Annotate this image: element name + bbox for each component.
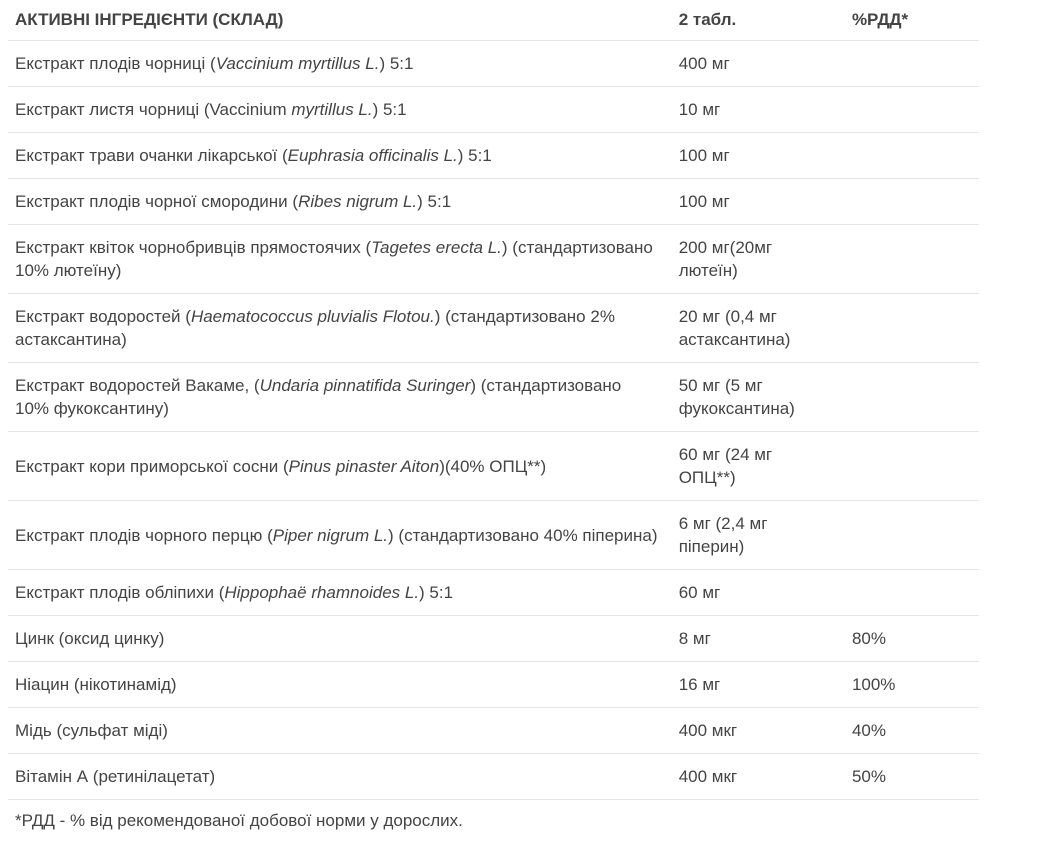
header-dose: 2 табл. — [672, 0, 845, 41]
ingredient-name — [8, 708, 672, 754]
name-text: Екстракт плодів обліпихи ( — [15, 583, 225, 602]
ingredient-name — [8, 616, 672, 662]
name-text: Вітамін А (ретинілацетат) — [15, 767, 216, 786]
ingredient-dose: 100 мг — [672, 179, 845, 225]
name-text: ) (стандартизовано 2% астаксантина) — [15, 307, 615, 349]
latin-name: Vaccinium myrtillus L. — [215, 54, 380, 73]
ingredient-name — [8, 501, 672, 570]
name-text: ) (стандартизовано 10% лютеїну) — [15, 238, 653, 280]
name-text: ) 5:1 — [417, 192, 452, 211]
ingredient-rdd — [845, 41, 979, 87]
name-text: Цинк (оксид цинку) — [15, 629, 165, 648]
table-row — [8, 294, 979, 363]
ingredient-name — [8, 570, 672, 616]
name-text: )(40% ОПЦ**) — [439, 456, 547, 476]
ingredient-rdd — [845, 133, 979, 179]
ingredient-rdd — [845, 87, 979, 133]
latin-name: myrtillus L. — [291, 100, 373, 119]
name-text: ) 5:1 — [457, 146, 492, 165]
table-row — [8, 41, 979, 87]
ingredient-rdd: 80% — [845, 616, 979, 662]
name-text: ) (стандартизовано 40% піперина) — [388, 525, 658, 545]
table-row — [8, 133, 979, 179]
ingredient-dose: 60 мг (24 мг ОПЦ**) — [672, 432, 845, 501]
ingredient-rdd — [845, 570, 979, 616]
ingredient-rdd — [845, 294, 979, 363]
name-text: Екстракт кори приморської сосни ( — [15, 456, 289, 476]
name-text: Екстракт водоростей Вакаме, ( — [15, 376, 260, 395]
ingredient-rdd — [845, 179, 979, 225]
table-row — [8, 754, 979, 800]
ingredient-name — [8, 87, 672, 133]
ingredient-rdd — [845, 363, 979, 432]
latin-name: Tagetes erecta L. — [371, 238, 502, 257]
name-text: Екстракт плодів чорниці ( — [15, 54, 216, 73]
ingredient-name — [8, 225, 672, 294]
name-text: Ніацин (нікотинамід) — [15, 675, 177, 694]
latin-name: Undaria pinnatifida Suringer — [259, 376, 471, 395]
name-text: ) 5:1 — [419, 583, 454, 602]
name-text: Мідь (сульфат міді) — [15, 721, 168, 740]
ingredient-dose: 400 мкг — [672, 754, 845, 800]
ingredient-dose: 50 мг (5 мг фукоксантина) — [672, 363, 845, 432]
table-row — [8, 708, 979, 754]
table-row — [8, 179, 979, 225]
table-row — [8, 225, 979, 294]
table-header-row — [8, 0, 979, 41]
latin-name: Hippophaë rhamnoides L. — [224, 583, 420, 602]
name-text: Екстракт плодів чорного перцю ( — [15, 525, 273, 545]
ingredient-dose: 20 мг (0,4 мг астаксантина) — [672, 294, 845, 363]
ingredient-rdd: 100% — [845, 662, 979, 708]
ingredient-name — [8, 133, 672, 179]
table-row — [8, 432, 979, 501]
table-row — [8, 570, 979, 616]
name-text: Екстракт квіток чорнобривців прямостоячих ( — [15, 238, 372, 257]
ingredient-dose: 100 мг — [672, 133, 845, 179]
ingredient-dose: 10 мг — [672, 87, 845, 133]
ingredient-name — [8, 754, 672, 800]
latin-name: Pinus pinaster Aiton — [288, 456, 440, 476]
ingredient-rdd: 40% — [845, 708, 979, 754]
table-row — [8, 662, 979, 708]
ingredients-table — [8, 0, 979, 800]
name-text: Екстракт трави очанки лікарської ( — [15, 146, 288, 165]
latin-name: Ribes nigrum L. — [298, 192, 418, 211]
footnote: *РДД - % від рекомендованої добової норми у дорослих. — [15, 811, 463, 830]
name-text: Екстракт водоростей ( — [15, 307, 191, 326]
ingredient-name — [8, 41, 672, 87]
ingredient-dose: 16 мг — [672, 662, 845, 708]
latin-name: Piper nigrum L. — [272, 525, 389, 545]
ingredient-rdd — [845, 225, 979, 294]
latin-name: Haematococcus pluvialis Flotou. — [190, 307, 435, 326]
ingredient-name — [8, 179, 672, 225]
ingredient-name — [8, 363, 672, 432]
header-rdd: %РДД* — [845, 0, 979, 41]
ingredient-dose: 6 мг (2,4 мг піперин) — [672, 501, 845, 570]
table-row — [8, 363, 979, 432]
ingredient-dose: 60 мг — [672, 570, 845, 616]
name-text: ) 5:1 — [372, 100, 407, 119]
table-row — [8, 616, 979, 662]
ingredient-name — [8, 662, 672, 708]
name-text: ) 5:1 — [379, 54, 414, 73]
name-text: ) (стандартизовано 10% фукоксантину) — [15, 376, 622, 418]
header-ingredients: АКТИВНІ ІНГРЕДІЄНТИ (СКЛАД) — [8, 0, 672, 41]
ingredient-rdd: 50% — [845, 754, 979, 800]
ingredient-dose: 400 мг — [672, 41, 845, 87]
table-body — [8, 41, 979, 800]
latin-name: Euphrasia officinalis L. — [287, 146, 458, 165]
ingredient-dose: 8 мг — [672, 616, 845, 662]
ingredient-name — [8, 432, 672, 501]
name-text: Екстракт листя чорниці (Vaccinium — [15, 100, 292, 119]
ingredient-rdd — [845, 432, 979, 501]
ingredient-dose: 200 мг(20мг лютеїн) — [672, 225, 845, 294]
table-row — [8, 87, 979, 133]
ingredient-name — [8, 294, 672, 363]
ingredient-dose: 400 мкг — [672, 708, 845, 754]
table-row — [8, 501, 979, 570]
name-text: Екстракт плодів чорної смородини ( — [15, 192, 299, 211]
ingredient-rdd — [845, 501, 979, 570]
